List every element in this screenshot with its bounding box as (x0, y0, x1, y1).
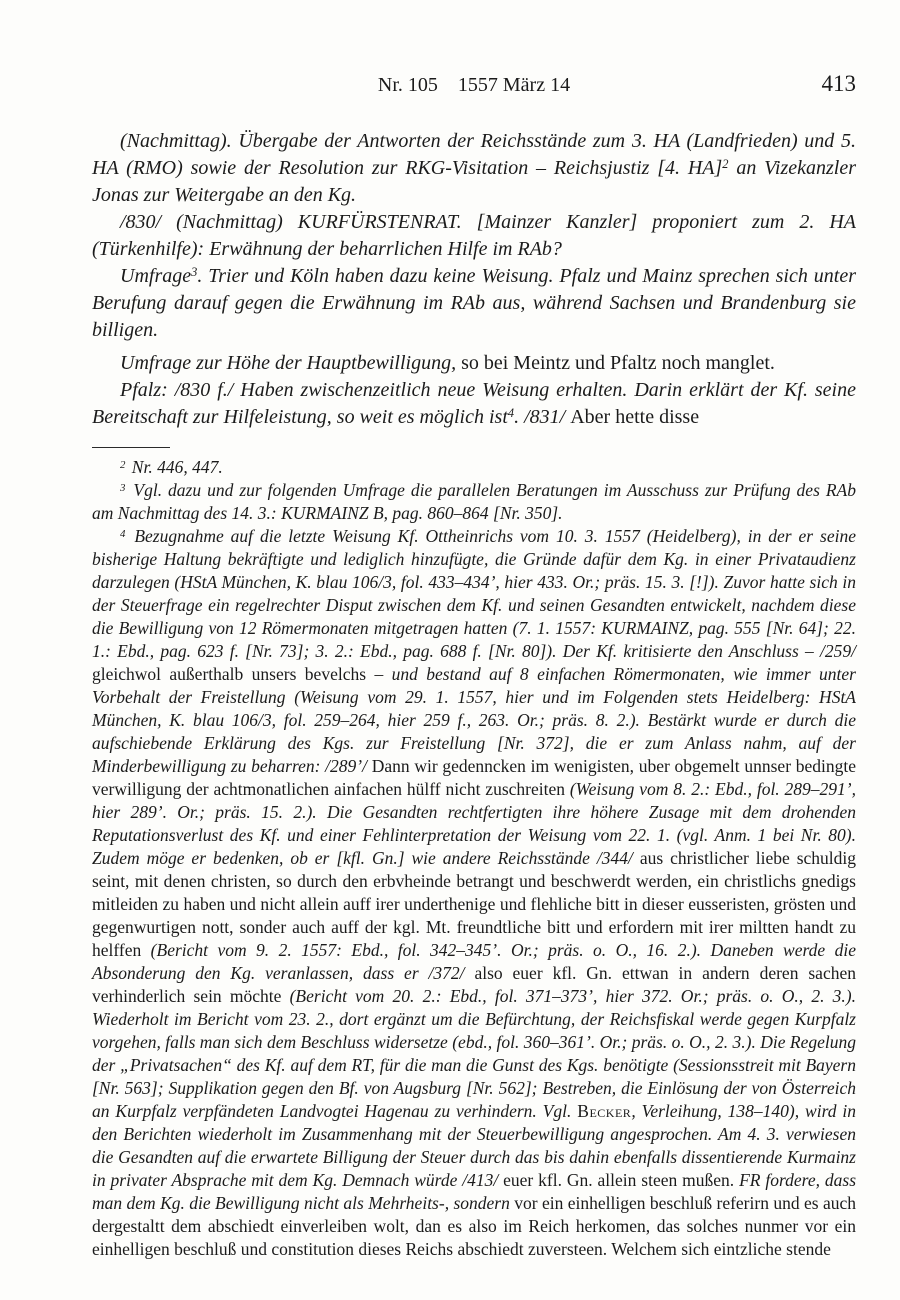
text-run: . /831/ (514, 406, 571, 428)
text-run: Pfalz: /830 f./ Haben zwischenzeitlich neue Weisung erhalten. Darin erklärt der Kf. seine Bereitschaft zur Hilfeleistung, so weit es möglich ist (92, 379, 856, 428)
text-run: Becker (577, 1101, 632, 1121)
text-run: also euer kfl. Gn. ettwan in andern deren sachen verhinderlich sein möchte (92, 963, 856, 1006)
text-run: – und bestand auf 8 einfachen Römermonaten, wie immer unter Vorbehalt der Freistellung (Weisung vom 29. 1. 1557, hier und im Folgenden stets Heidelberg: HStA München, K. blau 106/3, fol. 259–264, hier 259 f., 263. Or.; präs. 8. 2.). Bestärkt wurde er durch die aufschiebende Erklärung des Kgs. zur Freistellung [Nr. 372], die er zum Anlass nahm, auf der Minderbewilligung zu beharren: /289’/ (92, 664, 856, 776)
footnote-reference: 3 (191, 265, 198, 280)
text-run: . Trier und Köln haben dazu keine Weisung. Pfalz und Mainz sprechen sich unter Berufung darauf gegen die Erwähnung im RAb aus, während Sachsen und Brandenburg sie billigen. (92, 265, 856, 341)
text-run: (Weisung vom 8. 2.: Ebd., fol. 289–291’, hier 289’. Or.; präs. 15. 2.). Die Gesandten rechtfertigten ihre höhere Zusage mit dem drohenden Reputationsverlust des Kf. und einer Fehlinterpretation der Weisung vom 22. 1. (vgl. Anm. 1 bei Nr. 80). Zudem möge er bedenken, ob er [kfl. Gn.] wie andere Reichsstände /344/ (92, 779, 857, 868)
footnote (92, 456, 856, 479)
text-run: (Bericht vom 20. 2.: Ebd., fol. 371–373’, hier 372. Or.; präs. o. O., 2. 3.). Wiederholt im Bericht vom 23. 2., dort ergänzt um die Befürchtung, der Reichsfiskal werde gegen Kurpfalz vorgehen, falls man sich dem Beschluss widersetze (ebd., fol. 360–361’. Or.; präs. o. O., 2. 3.). Die Regelung der „Privatsachen“ des Kf. auf dem RT, für die man die Gunst des Kgs. benötigte (Sessionsstreit mit Bayern [Nr. 563]; Supplikation gegen den Bf. von Augsburg [Nr. 562]; Bestreben, die Einlösung der von Österreich an Kurpfalz verpfändeten Landvogtei Hagenau zu verhindern. Vgl. (92, 986, 856, 1121)
body-paragraph (92, 377, 856, 431)
text-run: Umfrage zur Höhe der Hauptbewilligung, (120, 352, 457, 374)
text-run: euer kfl. Gn. allein steen mußen. (503, 1170, 740, 1190)
body-paragraph (92, 209, 856, 263)
footnote-marker: 2 (120, 459, 126, 472)
text-block (92, 71, 857, 1261)
footnote-reference: 2 (722, 157, 729, 172)
text-run: Aber hette disse (570, 406, 700, 428)
text-run: gleichwol außerthalb unsers bevelchs (92, 664, 367, 684)
footnote-marker: 4 (120, 528, 126, 541)
body-paragraph (92, 263, 856, 344)
text-run: (Bericht vom 9. 2. 1557: Ebd., fol. 342–345’. Or.; präs. o. O., 16. 2.). Daneben werde die Absonderung den Kg. veranlassen, dass er /372/ (92, 940, 856, 983)
text-run: an Vizekanzler Jonas zur Weitergabe an den Kg. (92, 157, 856, 206)
text-run: Nr. 446, 447. (127, 457, 223, 477)
text-run: (Nachmittag). Übergabe der Antworten der Reichsstände zum 3. HA (Landfrieden) und 5. HA (RMO) sowie der Resolution zur RKG-Visitation – Reichsjustiz [4. HA] (92, 130, 856, 179)
text-run: /830/ (Nachmittag) KURFÜRSTENRAT. [Mainzer Kanzler] proponiert zum 2. HA (Türkenhilfe): Erwähnung der beharrlichen Hilfe im RAb? (92, 211, 856, 260)
footnotes (92, 456, 856, 1261)
running-head-title (92, 74, 856, 97)
text-run: vor ein einhelligen beschluß referirn und es auch dergestaltt dem abschiedt einverleiben wolt, dan es also im Reich herkomen, das solches nunmer vor ein einhelligen beschluß und constitution dieses Reichs abschiedt zuversteen. Welchem sich eintzliche stende (92, 1193, 856, 1259)
body-paragraph (92, 350, 856, 377)
page-number: 413 (821, 71, 856, 96)
text-run: Bezugnahme auf die letzte Weisung Kf. Ottheinrichs vom 10. 3. 1557 (Heidelberg), in der er seine bisherige Haltung bekräftigte und lediglich hinzufügte, die Gründe dafür dem Kg. in einer Privataudienz darzulegen (HStA München, K. blau 106/3, fol. 433–434’, hier 433. Or.; präs. 15. 3. [!]). Zuvor hatte sich in der Steuerfrage ein regelrechter Disput zwischen dem Kf. und seinen Gesandten entwickelt, nachdem diese die Bewilligung von 12 Römermonaten mitgetragen hatten (7. 1. 1557: KURMAINZ, pag. 555 [Nr. 64]; 22. 1.: Ebd., pag. 623 f. [Nr. 73]; 3. 2.: Ebd., pag. 688 f. [Nr. 80]). Der Kf. kritisierte den Anschluss – /259/ (92, 526, 856, 661)
footnote-reference: 4 (507, 406, 515, 421)
text-run: Dann wir gedenncken im wenigisten, uber obgemelt unnser bedingte verwilligung der achtmonatlichen ainfachen hülff nicht zuschreiten (92, 756, 856, 799)
footnote (92, 479, 856, 525)
body-paragraph (92, 128, 856, 209)
text-run: so bei Meintz und Pfaltz noch manglet. (456, 352, 775, 374)
document-date: 1557 März 14 (457, 74, 571, 96)
text-run: FR fordere, dass man dem Kg. die Bewilligung nicht als Mehrheits-, sondern (92, 1170, 856, 1213)
text-run: , Verleihung, 138–140), wird in den Berichten wiederholt im Zusammenhang mit der Steuerbewilligung angesprochen. Am 4. 3. verwiesen die Gesandten auf die erwartete Billigung der Steuer durch das bis dahin ebenfalls dissentierende Kurmainz in privater Absprache mit dem Kg. Demnach würde /413/ (92, 1101, 856, 1190)
document-number: Nr. 105 (377, 74, 438, 96)
text-run: aus christlicher liebe schuldig seint, mit denen christen, so durch den erbvheinde betrangt und beschwerdt werden, ein christlichs gnedigs mitleiden zu haben und nicht allein auff irer underthenige und flehliche bitt in dieser eusseristen, grösten und gegenwurtigen nott, sonder auch auff der kgl. Mt. freundtliche bitt und erfordern mit irer miltten handt zu helffen (92, 848, 857, 960)
footnote (92, 525, 856, 1261)
text-run: Umfrage (120, 265, 192, 287)
text-run: Vgl. dazu und zur folgenden Umfrage die parallelen Beratungen im Ausschuss zur Prüfung des RAb am Nachmittag des 14. 3.: KURMAINZ B, pag. 860–864 [Nr. 350]. (92, 480, 856, 523)
footnote-separator (92, 447, 170, 448)
main-text (92, 128, 856, 431)
running-head (92, 71, 856, 104)
footnote-marker: 3 (120, 482, 126, 495)
